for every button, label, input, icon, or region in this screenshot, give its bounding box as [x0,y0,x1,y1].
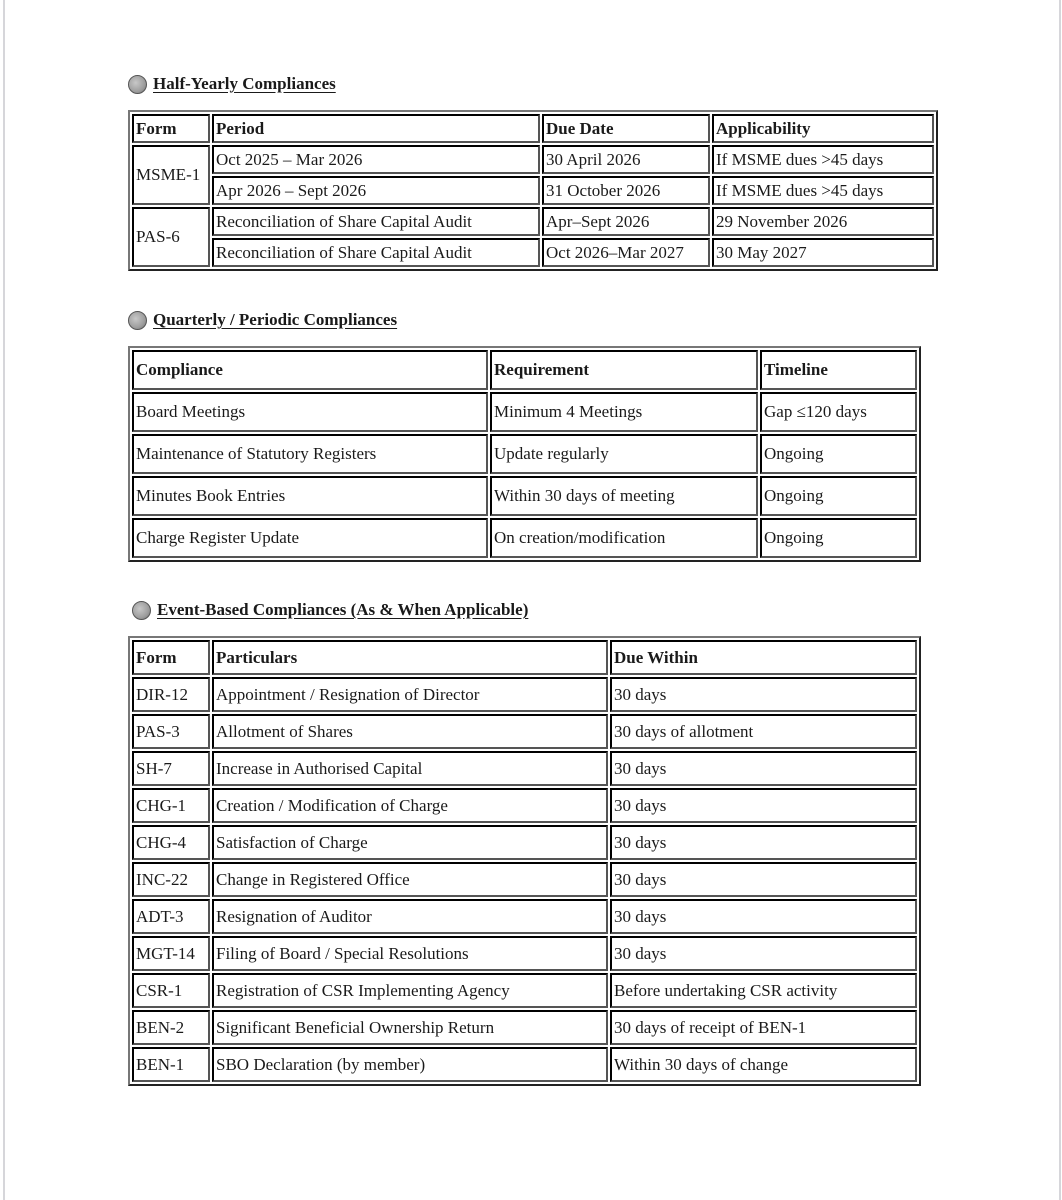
quarterly-section [128,308,921,562]
due-within-cell: 30 days [610,862,917,897]
column-header: Applicability [712,114,934,143]
table-row [132,434,917,474]
timeline-cell: Ongoing [760,434,917,474]
form-cell: BEN-2 [132,1010,210,1045]
due-within-cell: 30 days of receipt of BEN-1 [610,1010,917,1045]
table-row [132,862,917,897]
table-row [132,392,917,432]
table-header-row [132,350,917,390]
compliance-cell: Maintenance of Statutory Registers [132,434,488,474]
due-within-cell: 30 days of allotment [610,714,917,749]
table-header-row [132,114,934,143]
page-border-left [3,0,5,1200]
due-within-cell: 30 days [610,788,917,823]
section-heading [128,72,938,96]
column-header: Particulars [212,640,608,675]
section-title: Half-Yearly Compliances [153,74,336,93]
due-within-cell: 30 days [610,936,917,971]
column-header: Requirement [490,350,758,390]
table-row [132,207,934,236]
due-within-cell: Within 30 days of change [610,1047,917,1082]
event-based-table [128,636,921,1086]
requirement-cell: Within 30 days of meeting [490,476,758,516]
table-row [132,1010,917,1045]
table-row [132,176,934,205]
column-header: Timeline [760,350,917,390]
due-date-cell: 30 April 2026 [542,145,710,174]
particulars-cell: Filing of Board / Special Resolutions [212,936,608,971]
round-bullet-icon [132,601,151,620]
particulars-cell: Resignation of Auditor [212,899,608,934]
round-bullet-icon [128,75,147,94]
due-date-cell: Apr–Sept 2026 [542,207,710,236]
due-within-cell: 30 days [610,899,917,934]
table-row [132,751,917,786]
particulars-cell: Significant Beneficial Ownership Return [212,1010,608,1045]
timeline-cell: Gap ≤120 days [760,392,917,432]
timeline-cell: Ongoing [760,518,917,558]
requirement-cell: On creation/modification [490,518,758,558]
column-header: Period [212,114,540,143]
table-row [132,899,917,934]
form-cell: ADT-3 [132,899,210,934]
form-cell: SH-7 [132,751,210,786]
compliance-cell: Board Meetings [132,392,488,432]
table-row [132,145,934,174]
form-cell: BEN-1 [132,1047,210,1082]
column-header: Compliance [132,350,488,390]
timeline-cell: Ongoing [760,476,917,516]
table-row [132,238,934,267]
form-cell: CSR-1 [132,973,210,1008]
page-border-right [1059,0,1061,1200]
due-date-cell: Oct 2026–Mar 2027 [542,238,710,267]
section-title: Quarterly / Periodic Compliances [153,310,398,329]
due-date-cell: 31 October 2026 [542,176,710,205]
compliance-cell: Minutes Book Entries [132,476,488,516]
particulars-cell: Creation / Modification of Charge [212,788,608,823]
table-row [132,825,917,860]
column-header: Form [132,640,210,675]
round-bullet-icon [128,311,147,330]
half-yearly-section [128,72,938,271]
table-row [132,677,917,712]
form-cell: PAS-6 [132,207,210,267]
due-within-cell: 30 days [610,677,917,712]
applicability-cell: 29 November 2026 [712,207,934,236]
particulars-cell: Registration of CSR Implementing Agency [212,973,608,1008]
section-heading [128,308,921,332]
table-row [132,973,917,1008]
table-row [132,518,917,558]
applicability-cell: If MSME dues >45 days [712,176,934,205]
particulars-cell: Allotment of Shares [212,714,608,749]
particulars-cell: Increase in Authorised Capital [212,751,608,786]
compliance-cell: Charge Register Update [132,518,488,558]
particulars-cell: SBO Declaration (by member) [212,1047,608,1082]
section-heading [132,598,921,622]
table-header-row [132,640,917,675]
column-header: Form [132,114,210,143]
table-row [132,788,917,823]
particulars-cell: Appointment / Resignation of Director [212,677,608,712]
column-header: Due Date [542,114,710,143]
period-cell: Reconciliation of Share Capital Audit [212,238,540,267]
table-row [132,936,917,971]
form-cell: MSME-1 [132,145,210,205]
table-row [132,476,917,516]
form-cell: PAS-3 [132,714,210,749]
column-header: Due Within [610,640,917,675]
requirement-cell: Update regularly [490,434,758,474]
due-within-cell: 30 days [610,825,917,860]
requirement-cell: Minimum 4 Meetings [490,392,758,432]
table-row [132,1047,917,1082]
section-title: Event-Based Compliances (As & When Applicable) [157,600,529,619]
applicability-cell: If MSME dues >45 days [712,145,934,174]
due-within-cell: Before undertaking CSR activity [610,973,917,1008]
table-row [132,714,917,749]
event-based-section [132,598,921,1086]
half-yearly-table [128,110,938,271]
period-cell: Apr 2026 – Sept 2026 [212,176,540,205]
form-cell: CHG-1 [132,788,210,823]
quarterly-table [128,346,921,562]
form-cell: MGT-14 [132,936,210,971]
period-cell: Reconciliation of Share Capital Audit [212,207,540,236]
form-cell: CHG-4 [132,825,210,860]
form-cell: DIR-12 [132,677,210,712]
form-cell: INC-22 [132,862,210,897]
applicability-cell: 30 May 2027 [712,238,934,267]
particulars-cell: Change in Registered Office [212,862,608,897]
period-cell: Oct 2025 – Mar 2026 [212,145,540,174]
particulars-cell: Satisfaction of Charge [212,825,608,860]
due-within-cell: 30 days [610,751,917,786]
